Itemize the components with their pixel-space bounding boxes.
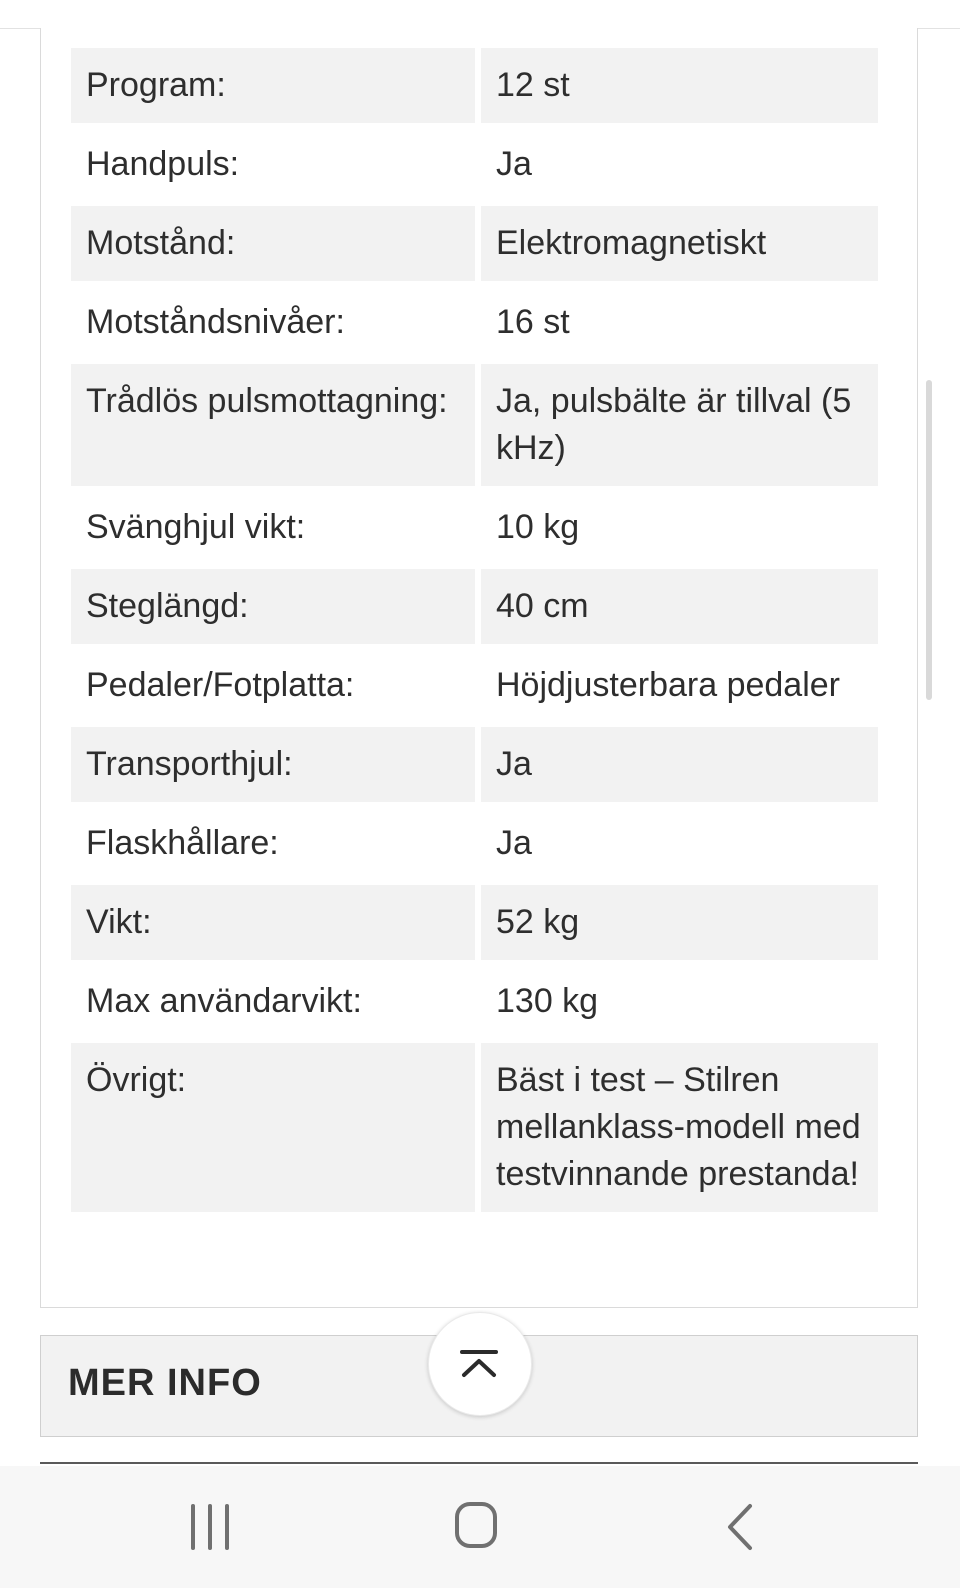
spec-row <box>71 964 878 1039</box>
spec-value: Ja, pulsbälte är tillval (5 kHz) <box>481 364 878 486</box>
spec-value: Ja <box>496 824 532 862</box>
spec-value: 130 kg <box>496 982 599 1020</box>
spec-row <box>71 727 878 802</box>
spec-row <box>71 569 878 644</box>
spec-value: Ja <box>481 727 878 802</box>
back-to-top-button[interactable] <box>428 1312 532 1416</box>
spec-label: Transporthjul: <box>71 727 475 802</box>
recent-apps-icon <box>178 1496 248 1558</box>
spec-row <box>71 806 878 881</box>
chevron-up-bar-icon <box>459 1349 499 1379</box>
spec-value: 52 kg <box>481 885 878 960</box>
spec-row <box>71 648 878 723</box>
spec-label: Övrigt: <box>71 1043 475 1212</box>
spec-label: Motståndsnivåer: <box>86 303 345 341</box>
top-bar <box>0 0 960 29</box>
spec-value: Bäst i test – Stilren mellanklass-modell med testvinnande prestanda! <box>481 1043 878 1212</box>
spec-row <box>71 285 878 360</box>
divider <box>40 1462 918 1464</box>
recent-apps-button[interactable] <box>178 1496 248 1558</box>
spec-table <box>65 44 884 1216</box>
spec-label: Svänghjul vikt: <box>86 508 306 546</box>
home-button[interactable] <box>445 1496 515 1558</box>
scrollbar[interactable] <box>926 380 932 700</box>
spec-value: Höjdjusterbara pedaler <box>496 666 840 704</box>
spec-row <box>71 364 878 486</box>
spec-label: Program: <box>71 48 475 123</box>
system-nav-bar <box>0 1466 960 1588</box>
back-button[interactable] <box>718 1496 788 1558</box>
spec-row <box>71 490 878 565</box>
spec-label: Max användarvikt: <box>86 982 362 1020</box>
spec-label: Handpuls: <box>86 145 240 183</box>
more-info-title: MER INFO <box>68 1362 262 1404</box>
spec-label: Motstånd: <box>71 206 475 281</box>
spec-value: Ja <box>496 145 532 183</box>
spec-label: Flaskhållare: <box>86 824 279 862</box>
spec-row <box>71 885 878 960</box>
spec-label: Steglängd: <box>71 569 475 644</box>
spec-label: Trådlös pulsmottagning: <box>71 364 475 486</box>
home-icon <box>445 1496 515 1558</box>
back-arrow-icon <box>718 1496 788 1558</box>
spec-value: 12 st <box>481 48 878 123</box>
spec-row <box>71 1043 878 1212</box>
spec-card <box>40 28 918 1308</box>
spec-label: Vikt: <box>71 885 475 960</box>
spec-row <box>71 127 878 202</box>
spec-value: Elektromagnetiskt <box>481 206 878 281</box>
spec-row <box>71 206 878 281</box>
spec-value: 40 cm <box>481 569 878 644</box>
spec-value: 16 st <box>496 303 570 341</box>
spec-value: 10 kg <box>496 508 580 546</box>
spec-label: Pedaler/Fotplatta: <box>86 666 355 704</box>
spec-row <box>71 48 878 123</box>
